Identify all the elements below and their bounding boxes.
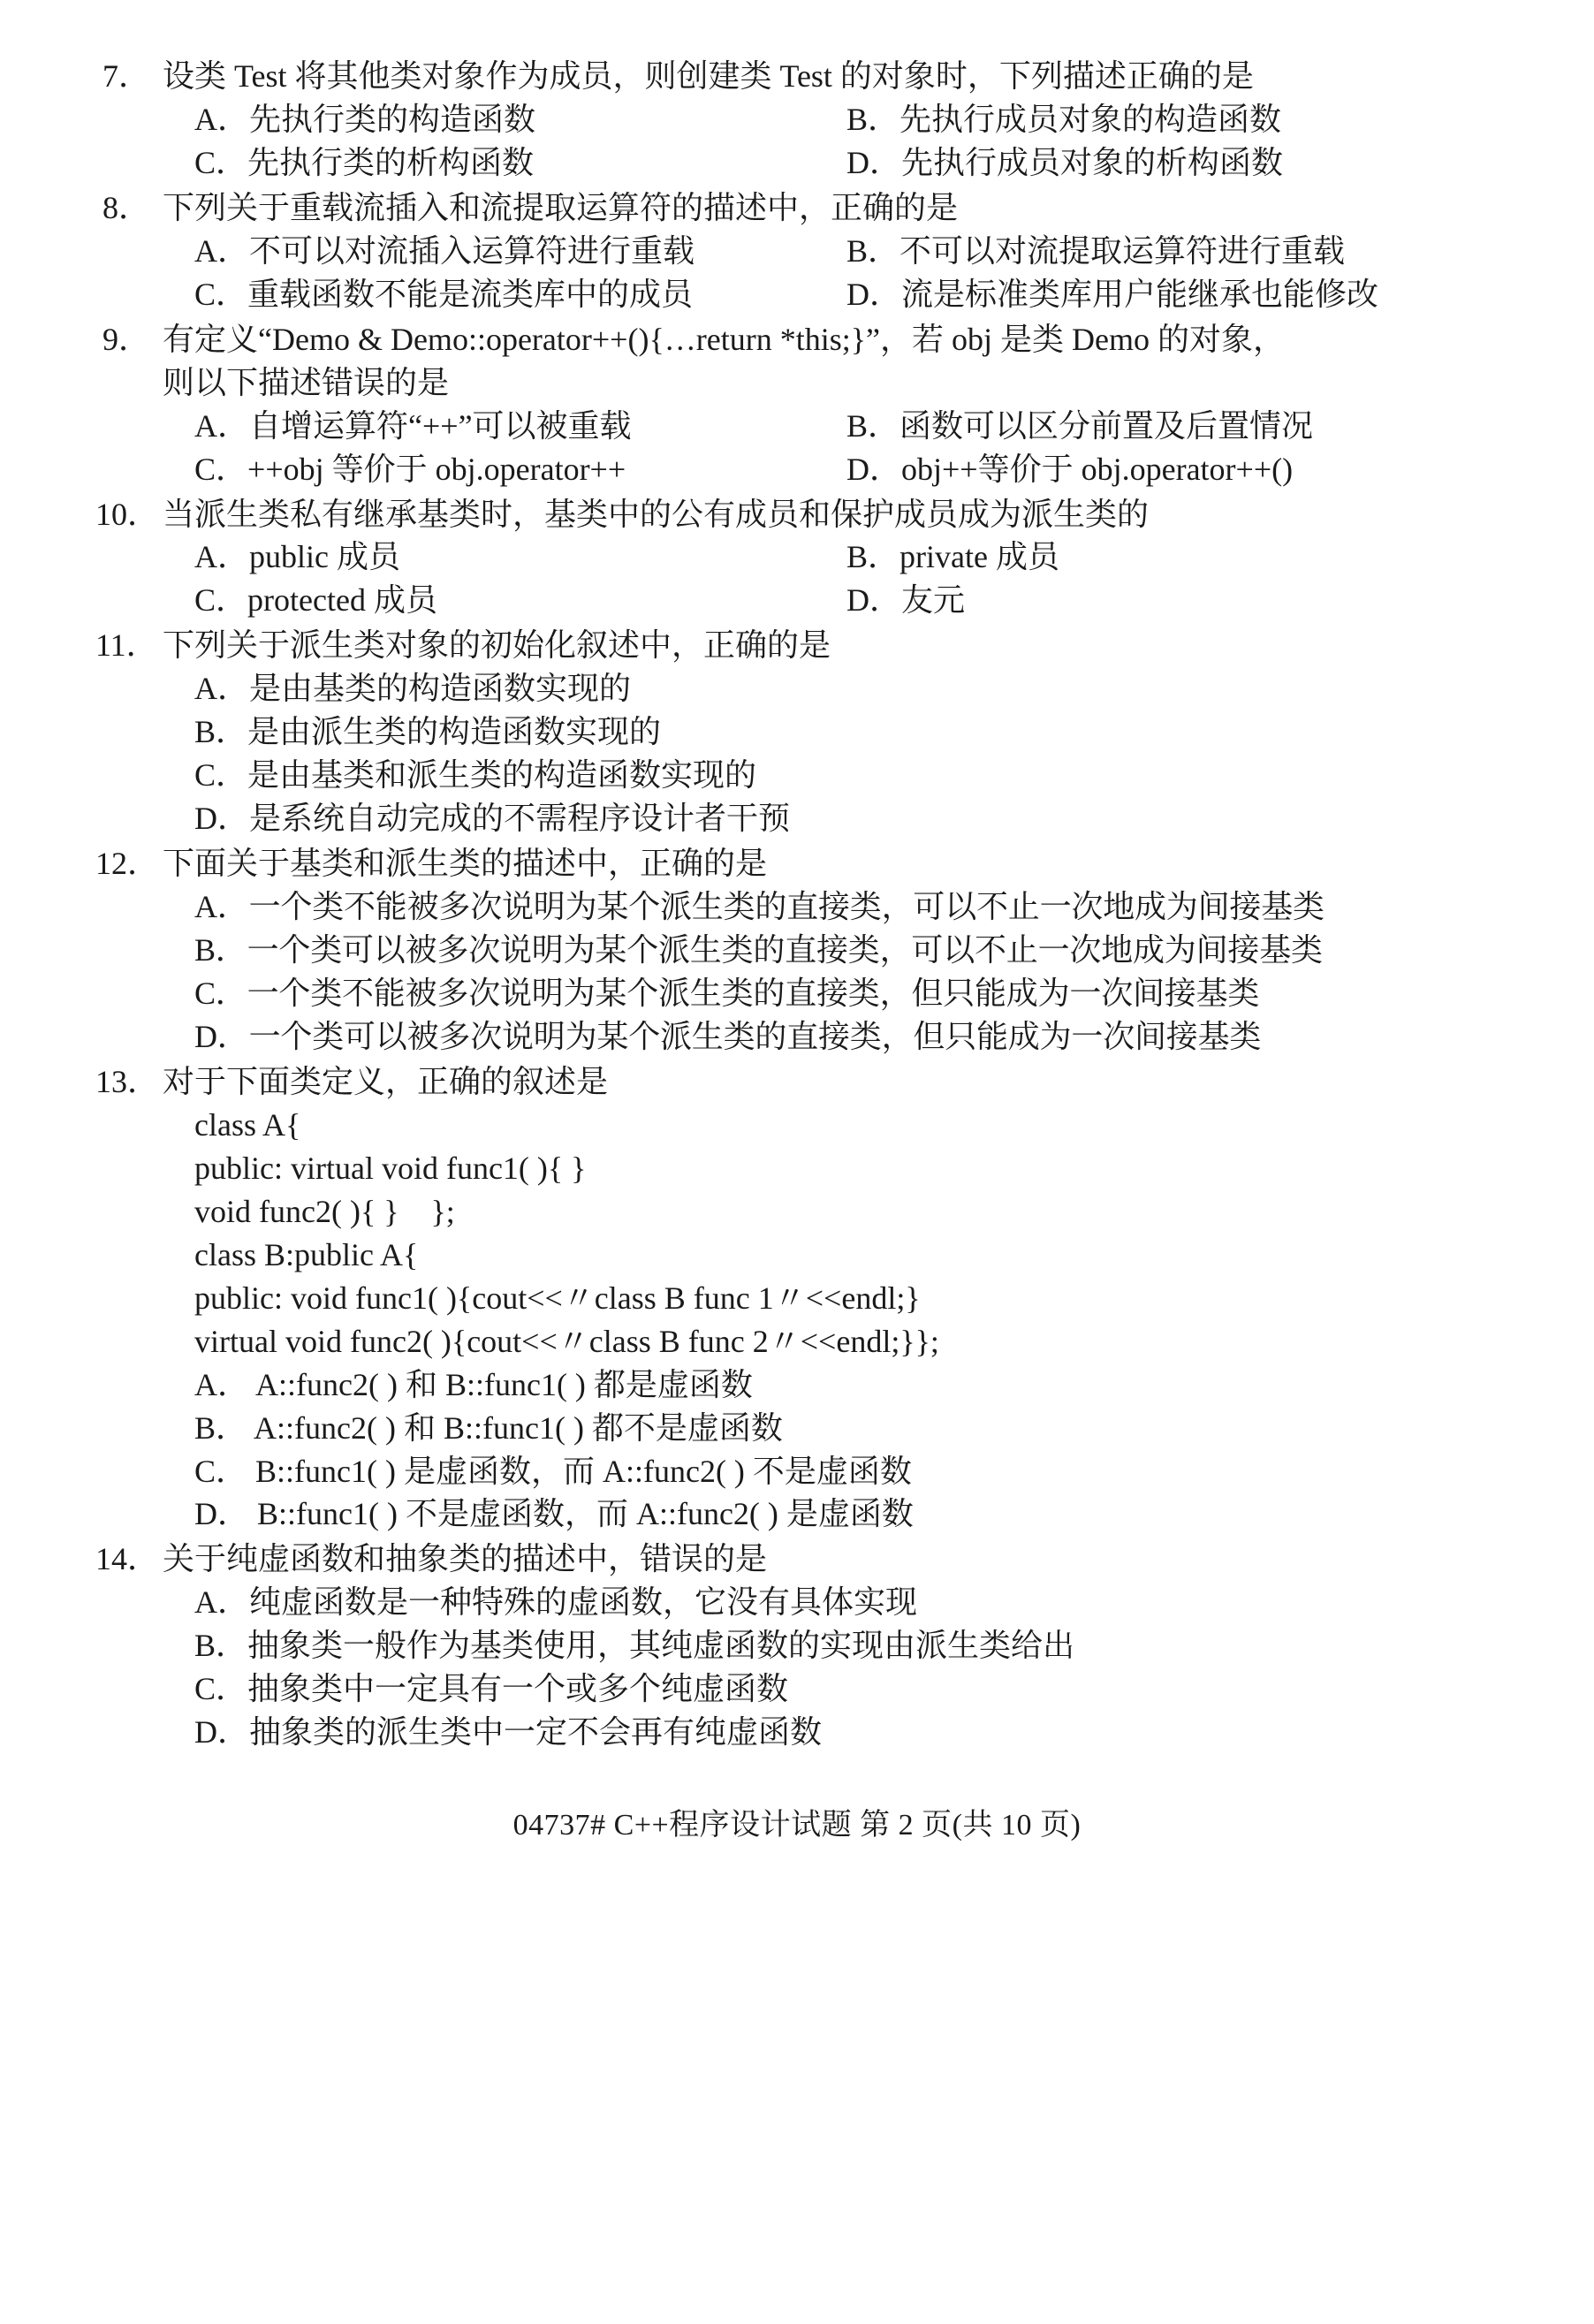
question-text: 有定义“Demo & Demo::operator++(){…return *this;}”，若 obj 是类 Demo 的对象， [163, 321, 1285, 357]
options-list [194, 1363, 1499, 1537]
option-b[interactable]: B．private 成员 [846, 539, 1059, 575]
options-list [194, 667, 1499, 840]
options-list [194, 98, 1499, 185]
option-d[interactable]: D．先执行成员对象的析构函数 [846, 144, 1283, 180]
question-number: 11． [95, 627, 158, 664]
question-text: 对于下面类定义，正确的叙述是 [163, 1063, 609, 1099]
code-line: class A{ [194, 1106, 301, 1143]
question-10 [95, 493, 1499, 623]
question-7 [95, 55, 1499, 185]
option-c[interactable]: C．先执行类的析构函数 [194, 144, 535, 180]
question-14 [95, 1538, 1499, 1754]
option-a[interactable]: A．是由基类的构造函数实现的 [194, 671, 631, 707]
question-stem [95, 1538, 1499, 1581]
option-c[interactable]: C．一个类不能被多次说明为某个派生类的直接类，但只能成为一次间接基类 [194, 976, 1260, 1012]
option-a[interactable]: A．纯虚函数是一种特殊的虚函数，它没有具体实现 [194, 1584, 917, 1621]
option-d[interactable]: D．是系统自动完成的不需程序设计者干预 [194, 801, 790, 837]
options-list [194, 535, 1499, 622]
option-d[interactable]: D．友元 [846, 582, 965, 619]
option-b[interactable]: B．函数可以区分前置及后置情况 [846, 407, 1314, 444]
option-b[interactable]: B．抽象类一般作为基类使用，其纯虚函数的实现由派生类给出 [194, 1628, 1075, 1664]
question-9 [95, 318, 1499, 491]
option-a[interactable]: A．public 成员 [194, 539, 400, 575]
option-c[interactable]: C．protected 成员 [194, 582, 437, 619]
question-12 [95, 842, 1499, 1059]
question-11 [95, 624, 1499, 840]
question-number: 8． [102, 189, 150, 225]
option-a[interactable]: A．自增运算符“++”可以被重载 [194, 407, 632, 444]
option-d[interactable]: D．抽象类的派生类中一定不会再有纯虚函数 [194, 1714, 822, 1751]
question-number: 14． [95, 1541, 160, 1577]
option-b[interactable]: B． A::func2( ) 和 B::func1( ) 都不是虚函数 [194, 1409, 783, 1446]
question-number: 13． [95, 1063, 160, 1099]
option-a[interactable]: A．先执行类的构造函数 [194, 101, 535, 137]
question-stem [95, 318, 1499, 361]
option-b[interactable]: B．是由派生类的构造函数实现的 [194, 714, 662, 750]
question-number: 12． [95, 846, 160, 882]
question-text: 设类 Test 将其他类对象作为成员，则创建类 Test 的对象时，下列描述正确的是 [163, 58, 1254, 94]
option-c[interactable]: C．++obj 等价于 obj.operator++ [194, 451, 626, 487]
option-b[interactable]: B．先执行成员对象的构造函数 [846, 101, 1282, 137]
option-d[interactable]: D． B::func1( ) 不是虚函数，而 A::func2( ) 是虚函数 [194, 1496, 914, 1532]
option-c[interactable]: C． B::func1( ) 是虚函数，而 A::func2( ) 不是虚函数 [194, 1453, 912, 1489]
options-list [194, 230, 1499, 316]
option-b[interactable]: B．不可以对流提取运算符进行重载 [846, 232, 1346, 269]
page-footer: 04737# C++程序设计试题 第 2 页(共 10 页) [512, 1809, 1082, 1842]
options-list [194, 885, 1499, 1059]
option-c[interactable]: C．抽象类中一定具有一个或多个纯虚函数 [194, 1671, 789, 1707]
option-d[interactable]: D．流是标准类库用户能继承也能修改 [846, 276, 1378, 312]
question-number: 10． [95, 496, 160, 532]
question-number: 7． [102, 58, 150, 94]
option-b[interactable]: B．一个类可以被多次说明为某个派生类的直接类，可以不止一次地成为间接基类 [194, 932, 1323, 968]
option-a[interactable]: A．一个类不能被多次说明为某个派生类的直接类，可以不止一次地成为间接基类 [194, 889, 1325, 925]
question-stem [95, 1060, 1499, 1104]
code-line: class B:public A{ [194, 1236, 419, 1272]
question-text: 下面关于基类和派生类的描述中，正确的是 [163, 846, 768, 882]
code-line: public: void func1( ){cout<<〃class B func 1〃<<endl;} [194, 1280, 921, 1316]
question-text: 当派生类私有继承基类时，基类中的公有成员和保护成员成为派生类的 [163, 496, 1150, 532]
question-stem [95, 186, 1499, 230]
question-stem-continued: 则以下描述错误的是 [163, 364, 450, 400]
code-line: virtual void func2( ){cout<<〃class B func 2〃<<endl;}}; [194, 1323, 939, 1359]
question-13 [95, 1060, 1499, 1536]
options-list [194, 405, 1499, 491]
question-stem [95, 55, 1499, 98]
question-number: 9． [102, 321, 150, 357]
option-a[interactable]: A． A::func2( ) 和 B::func1( ) 都是虚函数 [194, 1366, 753, 1402]
options-list [194, 1581, 1499, 1754]
option-c[interactable]: C．重载函数不能是流类库中的成员 [194, 276, 694, 312]
option-a[interactable]: A．不可以对流插入运算符进行重载 [194, 232, 695, 269]
code-snippet [194, 1104, 1499, 1363]
code-line: public: virtual void func1( ){ } [194, 1150, 587, 1186]
question-text: 下列关于重载流插入和流提取运算符的描述中，正确的是 [163, 189, 959, 225]
question-text: 下列关于派生类对象的初始化叙述中，正确的是 [163, 627, 831, 664]
code-line: void func2( ){ } }; [194, 1193, 455, 1229]
question-text: 关于纯虚函数和抽象类的描述中，错误的是 [163, 1541, 768, 1577]
question-stem [95, 842, 1499, 885]
option-d[interactable]: D．一个类可以被多次说明为某个派生类的直接类，但只能成为一次间接基类 [194, 1018, 1262, 1054]
option-d[interactable]: D．obj++等价于 obj.operator++() [846, 451, 1294, 487]
option-c[interactable]: C．是由基类和派生类的构造函数实现的 [194, 757, 757, 794]
question-stem [95, 493, 1499, 536]
question-8 [95, 186, 1499, 316]
question-stem [95, 624, 1499, 667]
